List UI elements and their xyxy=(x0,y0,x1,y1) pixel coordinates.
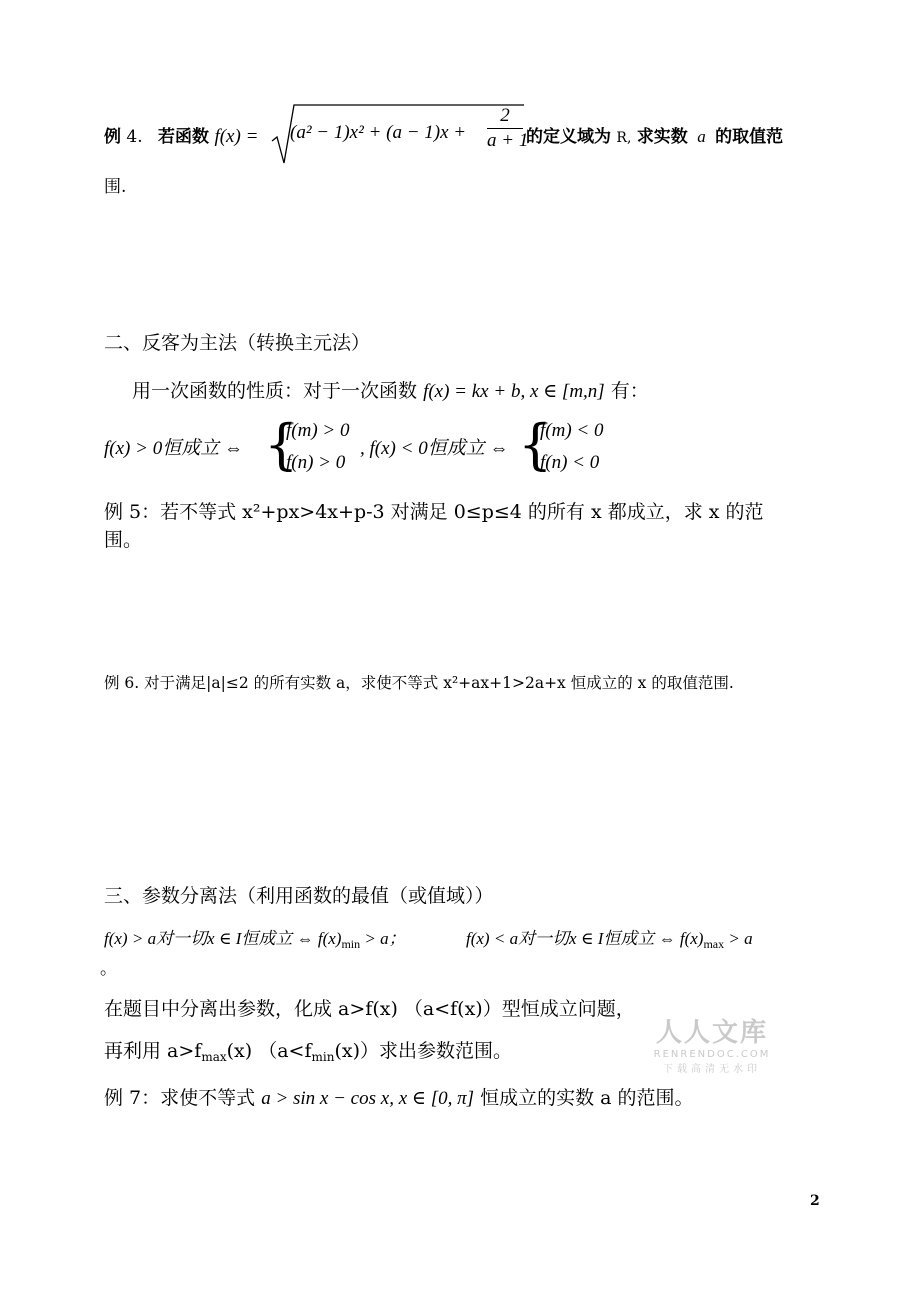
section3-text2 xyxy=(104,1036,512,1064)
section2-intro-formula: f(x) = kx + b, x ∈ [m,n] xyxy=(423,381,605,402)
example4-radicand: (a² − 1)x² + (a − 1)x + xyxy=(290,122,467,143)
example7 xyxy=(104,1083,693,1110)
text2-sub-max: max xyxy=(201,1050,227,1064)
example7-post: 恒成立的实数 a 的范围。 xyxy=(480,1087,694,1109)
cond-case2-top: f(m) < 0 xyxy=(540,420,604,441)
watermark xyxy=(650,1012,774,1075)
example4-line1 xyxy=(104,122,258,148)
watermark-en: RENRENDOC.COM xyxy=(653,1049,771,1060)
section3-heading: 三、参数分离法（利用函数的最值（或值域）） xyxy=(104,885,494,907)
formula-b-text: f(x) < a对一切x ∈ I恒成立 ⇔ f(x) xyxy=(466,929,704,948)
formula-a-sub: min xyxy=(341,937,361,951)
brace-left-1: { xyxy=(264,413,299,476)
section2-heading: 二、反客为主法（转换主元法） xyxy=(104,332,371,354)
example4-line1-end xyxy=(526,122,783,147)
section2-intro xyxy=(132,376,649,403)
section3-period: 。 xyxy=(100,959,117,979)
section3-formula-b xyxy=(466,924,753,952)
example4-after3: 求实数 xyxy=(636,127,688,147)
fraction-denominator: a + 1 xyxy=(487,130,529,151)
cond-case2-bottom: f(n) < 0 xyxy=(540,452,600,473)
example4-after4: 的取值范 xyxy=(715,127,784,147)
formula-b-sub: max xyxy=(703,937,725,951)
text2-mid: (x) （a<f xyxy=(226,1040,312,1062)
cond-mid: , f(x) < 0恒成立 ⇔ xyxy=(360,438,509,459)
example4-after2: R, xyxy=(616,130,632,146)
cond-left: f(x) > 0恒成立 ⇔ xyxy=(104,438,243,459)
example6: 例 6. 对于满足|a|≤2 的所有实数 a，求使不等式 x²+ax+1>2a+x 恒成立的 x 的取值范围. xyxy=(104,674,734,692)
cond-case1-bottom: f(n) > 0 xyxy=(286,452,346,473)
section3-text1: 在题目中分离出参数，化成 a>f(x) （a<f(x)）型恒成立问题， xyxy=(104,998,635,1020)
cond-case1-top: f(m) > 0 xyxy=(286,420,350,441)
watermark-sub: 下载高清无水印 xyxy=(663,1064,761,1075)
formula-b-end: > a xyxy=(724,929,753,948)
example7-pre: 例 7：求使不等式 xyxy=(104,1087,256,1109)
example4-fraction xyxy=(487,104,529,153)
brace-left-2: { xyxy=(518,413,553,476)
example4-fx: f(x) = xyxy=(214,126,259,147)
text2-pre: 再利用 a>f xyxy=(104,1040,202,1062)
example4-label: 例 xyxy=(104,127,121,147)
page-number: 2 xyxy=(810,1193,820,1209)
example4-line2: 围. xyxy=(104,177,127,197)
section2-intro-suffix: 有： xyxy=(610,380,649,402)
example4-number: 4. xyxy=(126,127,143,147)
fraction-numerator: 2 xyxy=(487,104,523,129)
formula-a-text: f(x) > a对一切x ∈ I恒成立 ⇔ f(x) xyxy=(104,929,342,948)
example4-var-a: a xyxy=(697,127,706,146)
section3-formula-a xyxy=(104,924,406,952)
watermark-cn: 人人文库 xyxy=(655,1018,768,1048)
text2-end: (x)）求出参数范围。 xyxy=(334,1040,513,1062)
example5-line2: 围。 xyxy=(104,529,143,551)
text2-sub-min: min xyxy=(311,1050,335,1064)
example5-line1: 例 5：若不等式 x²+px>4x+p-3 对满足 0≤p≤4 的所有 x 都成立，求 x 的范 xyxy=(104,501,764,523)
formula-a-end: > a； xyxy=(360,929,406,948)
example4-after1: 的定义域为 xyxy=(526,127,611,147)
example7-formula: a > sin x − cos x, x ∈ [0, π] xyxy=(261,1088,475,1109)
section2-intro-prefix: 用一次函数的性质：对于一次函数 xyxy=(132,380,418,402)
example4-intro: 若函数 xyxy=(158,127,210,147)
